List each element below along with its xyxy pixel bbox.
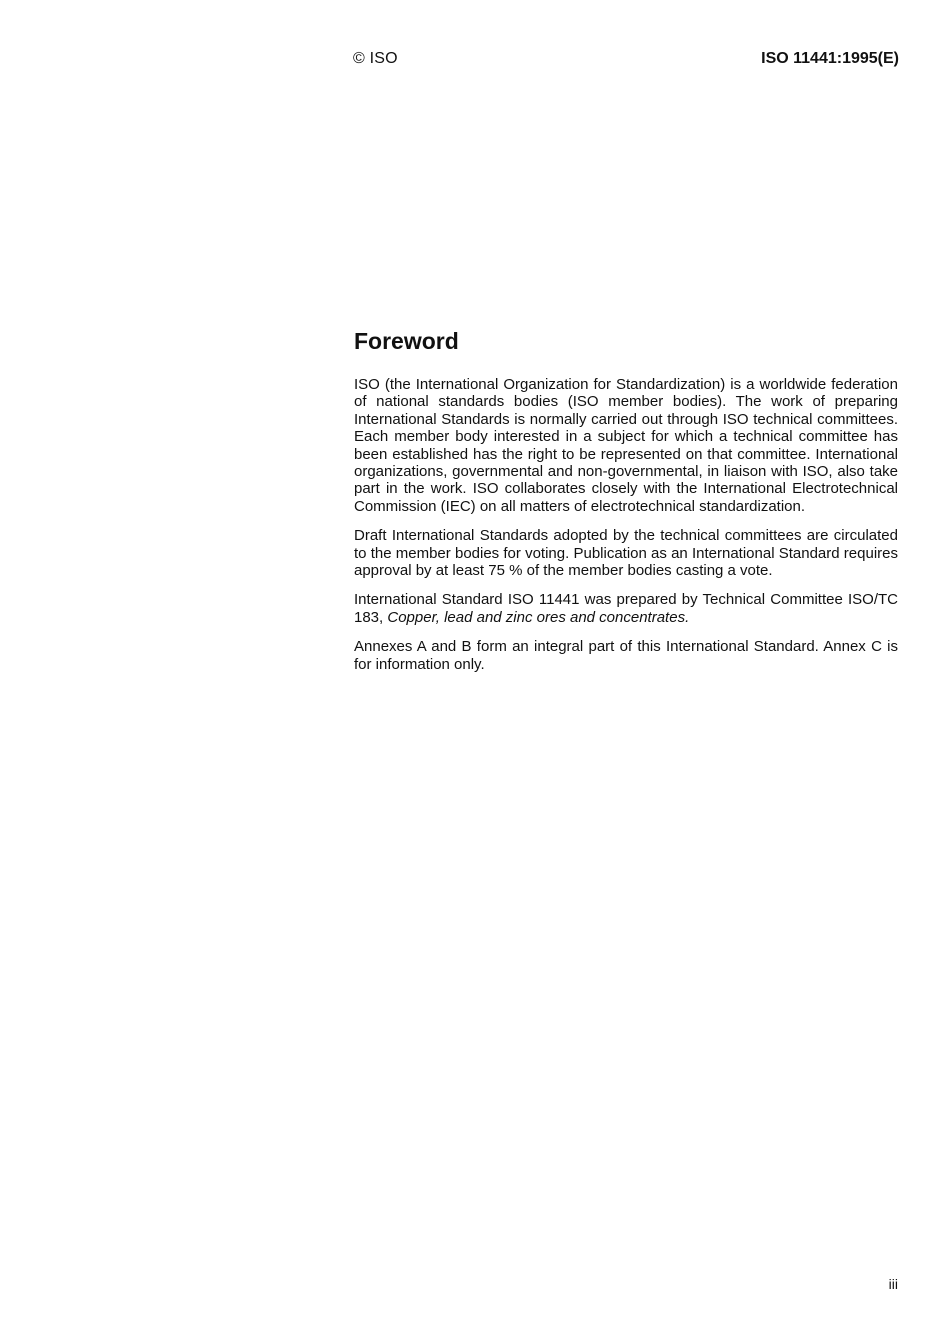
page-number: iii bbox=[888, 1276, 898, 1292]
foreword-paragraph-2: Draft International Standards adopted by the technical committees are circulated to the member bodies for voting. Publication as an International Standard requires approval by at least 75 % of the member bodies casting a vote. bbox=[354, 527, 898, 580]
foreword-paragraph-1: ISO (the International Organization for Standardization) is a worldwide federation of national standards bodies (ISO member bodies). The work of preparing International Standards is normally carried out through ISO technical committees. Each member body interested in a subject for which a technical committee has been established has the right to be represented on that committee. International organizations, governmental and non-governmental, in liaison with ISO, also take part in the work. ISO collaborates closely with the International Electrotechnical Commission (IEC) on all matters of electrotechnical standardization. bbox=[354, 376, 898, 515]
foreword-body bbox=[354, 376, 898, 685]
copyright-notice: © ISO bbox=[353, 50, 398, 67]
committee-statement: International Standard ISO 11441 was prepared by Technical Committee ISO/TC 183, bbox=[354, 591, 898, 626]
standard-identifier: ISO 11441:1995(E) bbox=[761, 50, 899, 67]
committee-title: Copper, lead and zinc ores and concentrates. bbox=[387, 608, 690, 626]
foreword-title: Foreword bbox=[354, 328, 459, 354]
foreword-paragraph-4: Annexes A and B form an integral part of this International Standard. Annex C is for information only. bbox=[354, 638, 898, 673]
foreword-paragraph-3 bbox=[354, 591, 898, 626]
